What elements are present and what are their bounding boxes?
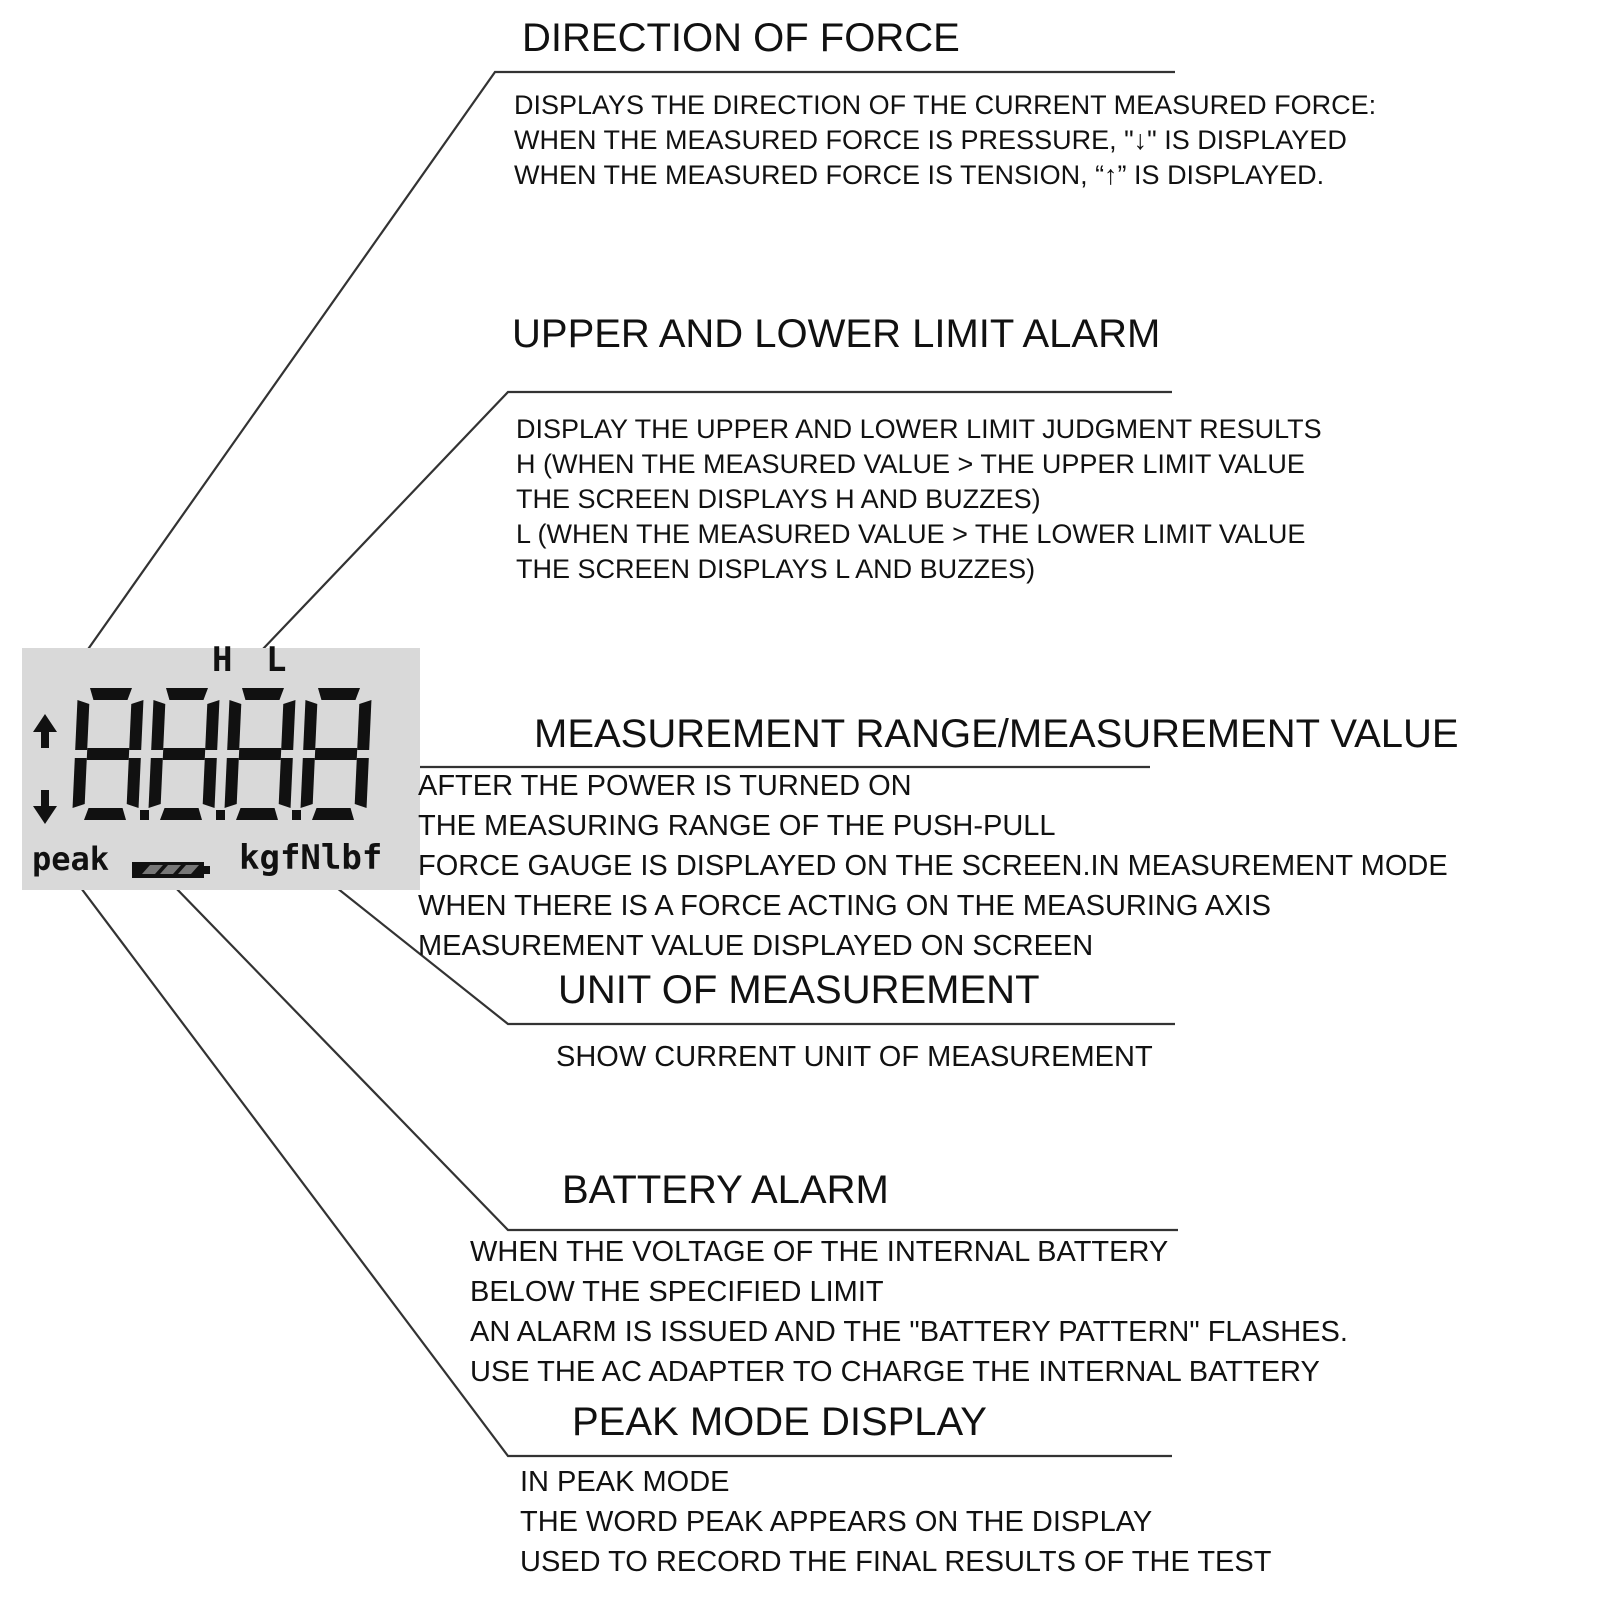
digit-2-segment-f [227,700,241,750]
limit-line: H (WHEN THE MEASURED VALUE > THE UPPER LIMIT VALUE [516,449,1305,479]
peak-description [520,1462,1271,1582]
peak-line: IN PEAK MODE [520,1466,730,1498]
lcd-h-indicator: H [212,640,233,680]
digit-3-segment-d [312,808,354,820]
peak-line: THE WORD PEAK APPEARS ON THE DISPLAY [520,1506,1153,1538]
digit-0-segment-f [75,700,89,750]
digit-0-segment-d [84,808,126,820]
digit-2-segment-d [236,808,278,820]
digit-1-segment-e [149,758,163,808]
digit-3-segment-e [301,758,315,808]
digit-1-segment-c [203,758,217,808]
limit-line: L (WHEN THE MEASURED VALUE > THE LOWER LIMIT VALUE [516,519,1306,549]
direction-line: WHEN THE MEASURED FORCE IS TENSION, “↑” IS DISPLAYED. [514,160,1325,190]
lcd-units-label: kgfNlbf [239,838,383,878]
lcd-display [22,640,420,890]
measurement-line: THE MEASURING RANGE OF THE PUSH-PULL [418,810,1056,842]
digit-3-segment-g [315,748,358,760]
digit-3-segment-f [303,700,317,750]
digit-3-segment-b [357,700,371,750]
measurement-line: WHEN THERE IS A FORCE ACTING ON THE MEASURING AXIS [418,890,1271,922]
battery-title: BATTERY ALARM [562,1168,889,1212]
digit-2-segment-c [279,758,293,808]
digit-1-segment-g [163,748,206,760]
digit-0-segment-c [127,758,141,808]
arrow-up-icon [33,714,57,748]
peak-title: PEAK MODE DISPLAY [572,1400,987,1444]
limit-title: UPPER AND LOWER LIMIT ALARM [512,312,1161,356]
digit-0-segment-a [90,688,132,700]
digit-1-segment-a [166,688,208,700]
digit-2-segment-e [225,758,239,808]
decimal-point-1 [216,810,225,820]
digit-2-segment-b [281,700,295,750]
limit-line: THE SCREEN DISPLAYS L AND BUZZES) [516,554,1036,584]
battery-icon [132,862,210,878]
seven-segment-digits [73,688,372,820]
unit-description [556,1040,1153,1075]
digit-0-segment-b [129,700,143,750]
decimal-point-0 [140,810,149,820]
unit-line: SHOW CURRENT UNIT OF MEASUREMENT [556,1041,1153,1073]
peak-line: USED TO RECORD THE FINAL RESULTS OF THE TEST [520,1546,1272,1578]
digit-1-segment-f [151,700,165,750]
lcd-peak-label: peak [32,840,110,878]
battery-line: AN ALARM IS ISSUED AND THE "BATTERY PATTERN" FLASHES. [470,1316,1348,1348]
digit-2-segment-g [239,748,282,760]
digit-1-segment-b [205,700,219,750]
arrow-down-icon [33,790,57,824]
lcd-l-indicator: L [266,640,287,680]
measurement-title: MEASUREMENT RANGE/MEASUREMENT VALUE [534,712,1459,756]
digit-2-segment-a [242,688,284,700]
digit-3-segment-c [355,758,369,808]
direction-line: WHEN THE MEASURED FORCE IS PRESSURE, "↓" IS DISPLAYED [514,125,1347,155]
decimal-point-2 [292,810,301,820]
digit-0-segment-e [73,758,87,808]
limit-line: DISPLAY THE UPPER AND LOWER LIMIT JUDGMENT RESULTS [516,414,1322,444]
battery-line: WHEN THE VOLTAGE OF THE INTERNAL BATTERY [470,1236,1169,1268]
battery-description [470,1232,1348,1392]
measurement-line: MEASUREMENT VALUE DISPLAYED ON SCREEN [418,930,1094,962]
battery-line: BELOW THE SPECIFIED LIMIT [470,1276,884,1308]
unit-title: UNIT OF MEASUREMENT [558,968,1040,1012]
limit-description [516,412,1322,587]
measurement-line: FORCE GAUGE IS DISPLAYED ON THE SCREEN.IN MEASUREMENT MODE [418,850,1448,882]
digit-0-segment-g [87,748,130,760]
measurement-description [418,766,1448,966]
direction-line: DISPLAYS THE DIRECTION OF THE CURRENT MEASURED FORCE: [514,90,1377,120]
limit-line: THE SCREEN DISPLAYS H AND BUZZES) [516,484,1041,514]
measurement-line: AFTER THE POWER IS TURNED ON [418,770,912,802]
digit-3-segment-a [318,688,360,700]
battery-line: USE THE AC ADAPTER TO CHARGE THE INTERNAL BATTERY [470,1356,1320,1388]
direction-description [514,88,1376,193]
direction-title: DIRECTION OF FORCE [522,16,960,60]
digit-1-segment-d [160,808,202,820]
